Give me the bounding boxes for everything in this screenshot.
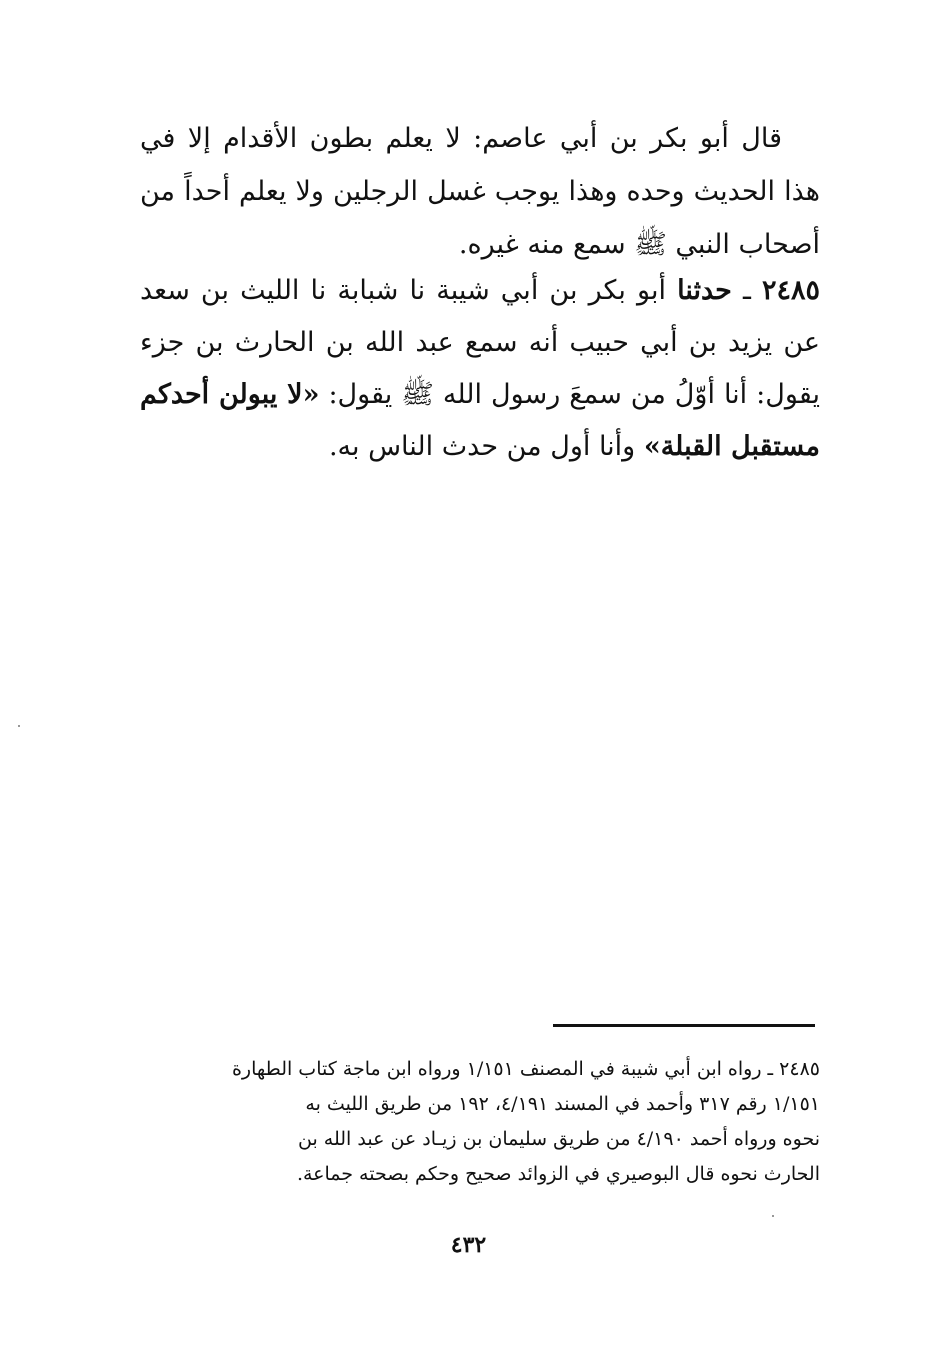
scan-speck (772, 1215, 774, 1217)
hadith-dash: ـ (731, 275, 762, 306)
footnote-line: ٢٤٨٥ ـ رواه ابن أبي شيبة في المصنف ١/١٥١ ورواه ابن ماجة كتاب الطهارة (231, 1058, 820, 1080)
footnote-line: ١/١٥١ رقم ٣١٧ وأحمد في المسند ٤/١٩١، ١٩٢ من طريق الليث به (305, 1093, 820, 1115)
commentary-paragraph (140, 112, 820, 271)
hadith-isnad: أبو بكر بن أبي شيبة نا شبابة نا الليث بن سعد عن يزيد بن أبي حبيب أنه سمع عبد الله بن الحارث بن جزء يقول: أنا أوّلُ من سمعَ رسول الله ﷺ يقول: (140, 275, 821, 410)
hadith-matn: «لا يبولن أحدكم مستقبل القبلة» (140, 379, 820, 462)
footnote-divider (553, 1024, 815, 1027)
footnote-line: نحوه ورواه أحمد ٤/١٩٠ من طريق سليمان بن زيـاد عن عبد الله بن (298, 1128, 820, 1150)
hadith-closing: وأنا أول من حدث الناس به. (328, 431, 644, 462)
commentary-text: قال أبو بكر بن أبي عاصم: لا يعلم بطون الأقدام إلا في هذا الحديث وحده وهذا يوجب غسل الرجلين ولا يعلم أحداً من أصحاب النبي ﷺ سمع منه غيره. (140, 123, 820, 260)
hadith-paragraph (140, 265, 820, 473)
hadith-number: ٢٤٨٥ (761, 275, 820, 306)
hadith-narration-verb: حدثنا (677, 275, 732, 306)
page-number: ٤٣٢ (450, 1232, 487, 1258)
scan-speck (18, 725, 20, 727)
footnote-line: الحارث نحوه قال البوصيري في الزوائد صحيح وحكم بصحته جماعة. (296, 1163, 820, 1185)
footnote (145, 1052, 820, 1192)
